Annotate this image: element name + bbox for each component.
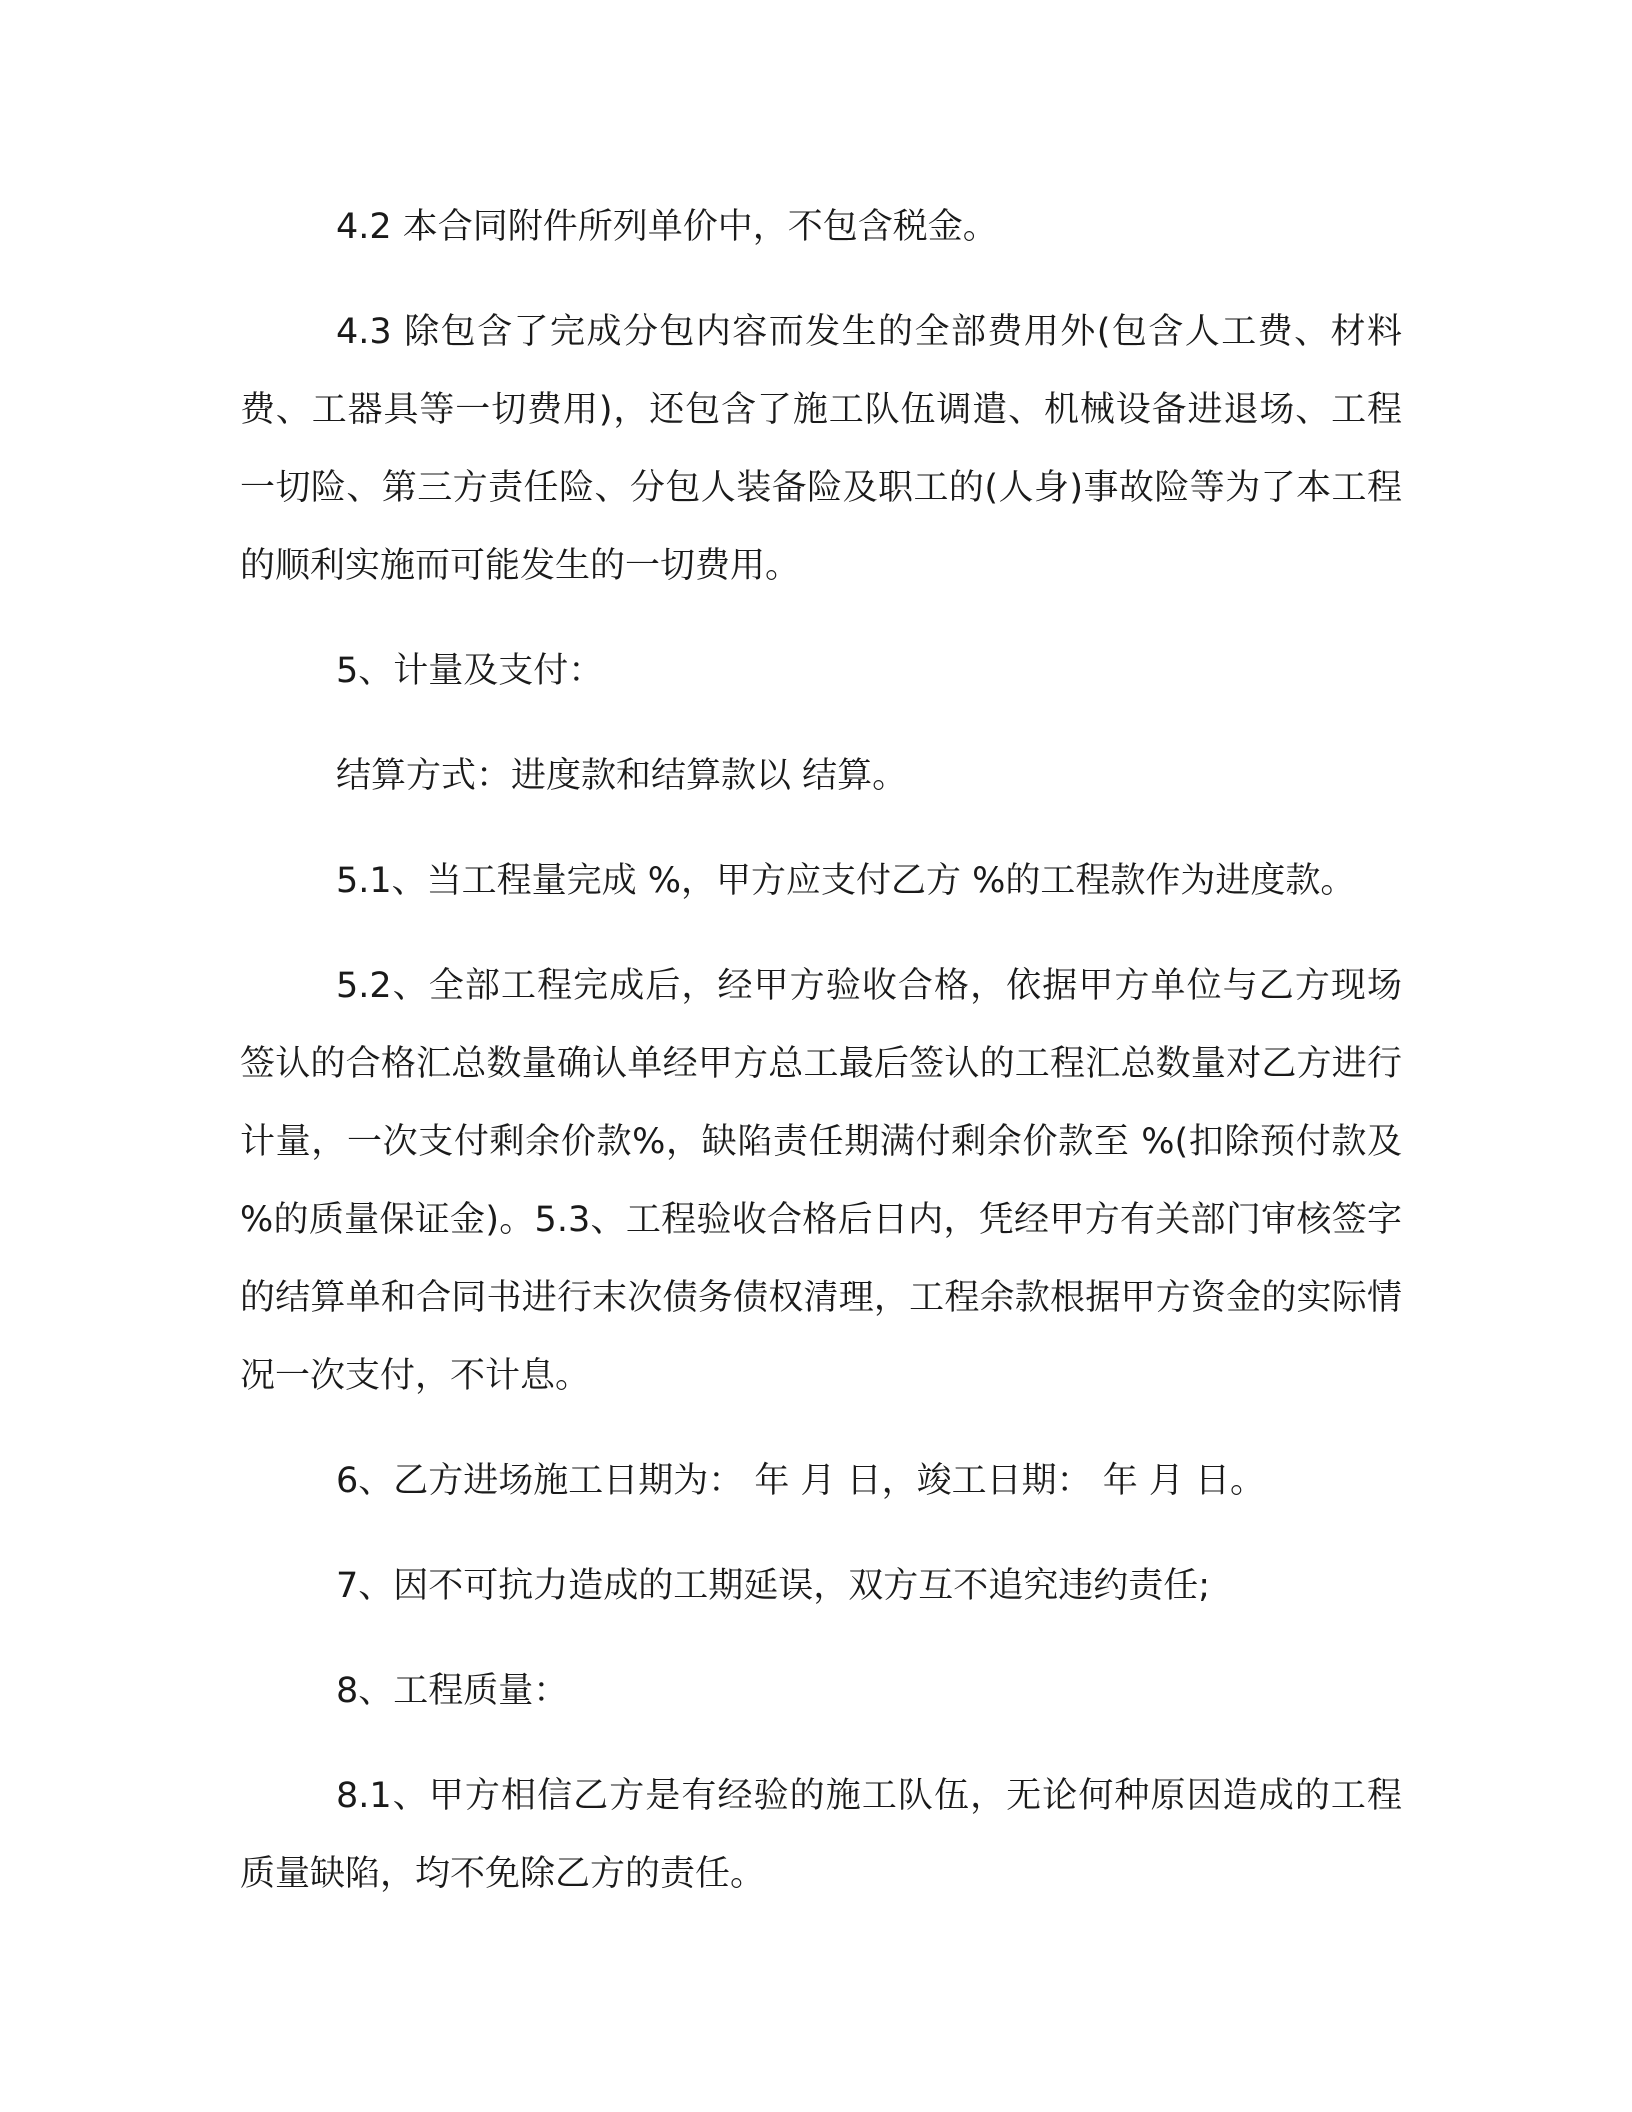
document-body <box>240 188 1402 1913</box>
paragraph-6: 6、乙方进场施工日期为： 年 月 日，竣工日期： 年 月 日。 <box>336 1461 1266 1501</box>
paragraph-settlement-method: 结算方式：进度款和结算款以 结算。 <box>336 756 908 796</box>
paragraph-8-heading: 8、工程质量： <box>336 1671 569 1711</box>
paragraph-4-3: 4.3 除包含了完成分包内容而发生的全部费用外(包含人工费、材料费、工器具等一切费用)，还包含了施工队伍调遣、机械设备进退场、工程一切险、第三方责任险、分包人装备险及职工的(人身)事故险等为了本工程的顺利实施而可能发生的一切费用。 <box>240 312 1402 586</box>
paragraph-7: 7、因不可抗力造成的工期延误，双方互不追究违约责任; <box>336 1566 1211 1606</box>
paragraph-4-2: 4.2 本合同附件所列单价中，不包含税金。 <box>336 207 998 247</box>
paragraph-5-2: 5.2、全部工程完成后，经甲方验收合格，依据甲方单位与乙方现场签认的合格汇总数量确认单经甲方总工最后签认的工程汇总数量对乙方进行计量，一次支付剩余价款%，缺陷责任期满付剩余价款至 %(扣除预付款及 %的质量保证金)。5.3、工程验收合格后日内，凭经甲方有关部门审核签字的结算单和合同书进行末次债务债权清理，工程余款根据甲方资金的实际情况一次支付，不计息。 <box>240 966 1402 1396</box>
paragraph-8-1: 8.1、甲方相信乙方是有经验的施工队伍，无论何种原因造成的工程质量缺陷，均不免除乙方的责任。 <box>240 1776 1402 1894</box>
paragraph-5-1: 5.1、当工程量完成 %，甲方应支付乙方 %的工程款作为进度款。 <box>336 861 1356 901</box>
paragraph-5-heading: 5、计量及支付： <box>336 651 604 691</box>
